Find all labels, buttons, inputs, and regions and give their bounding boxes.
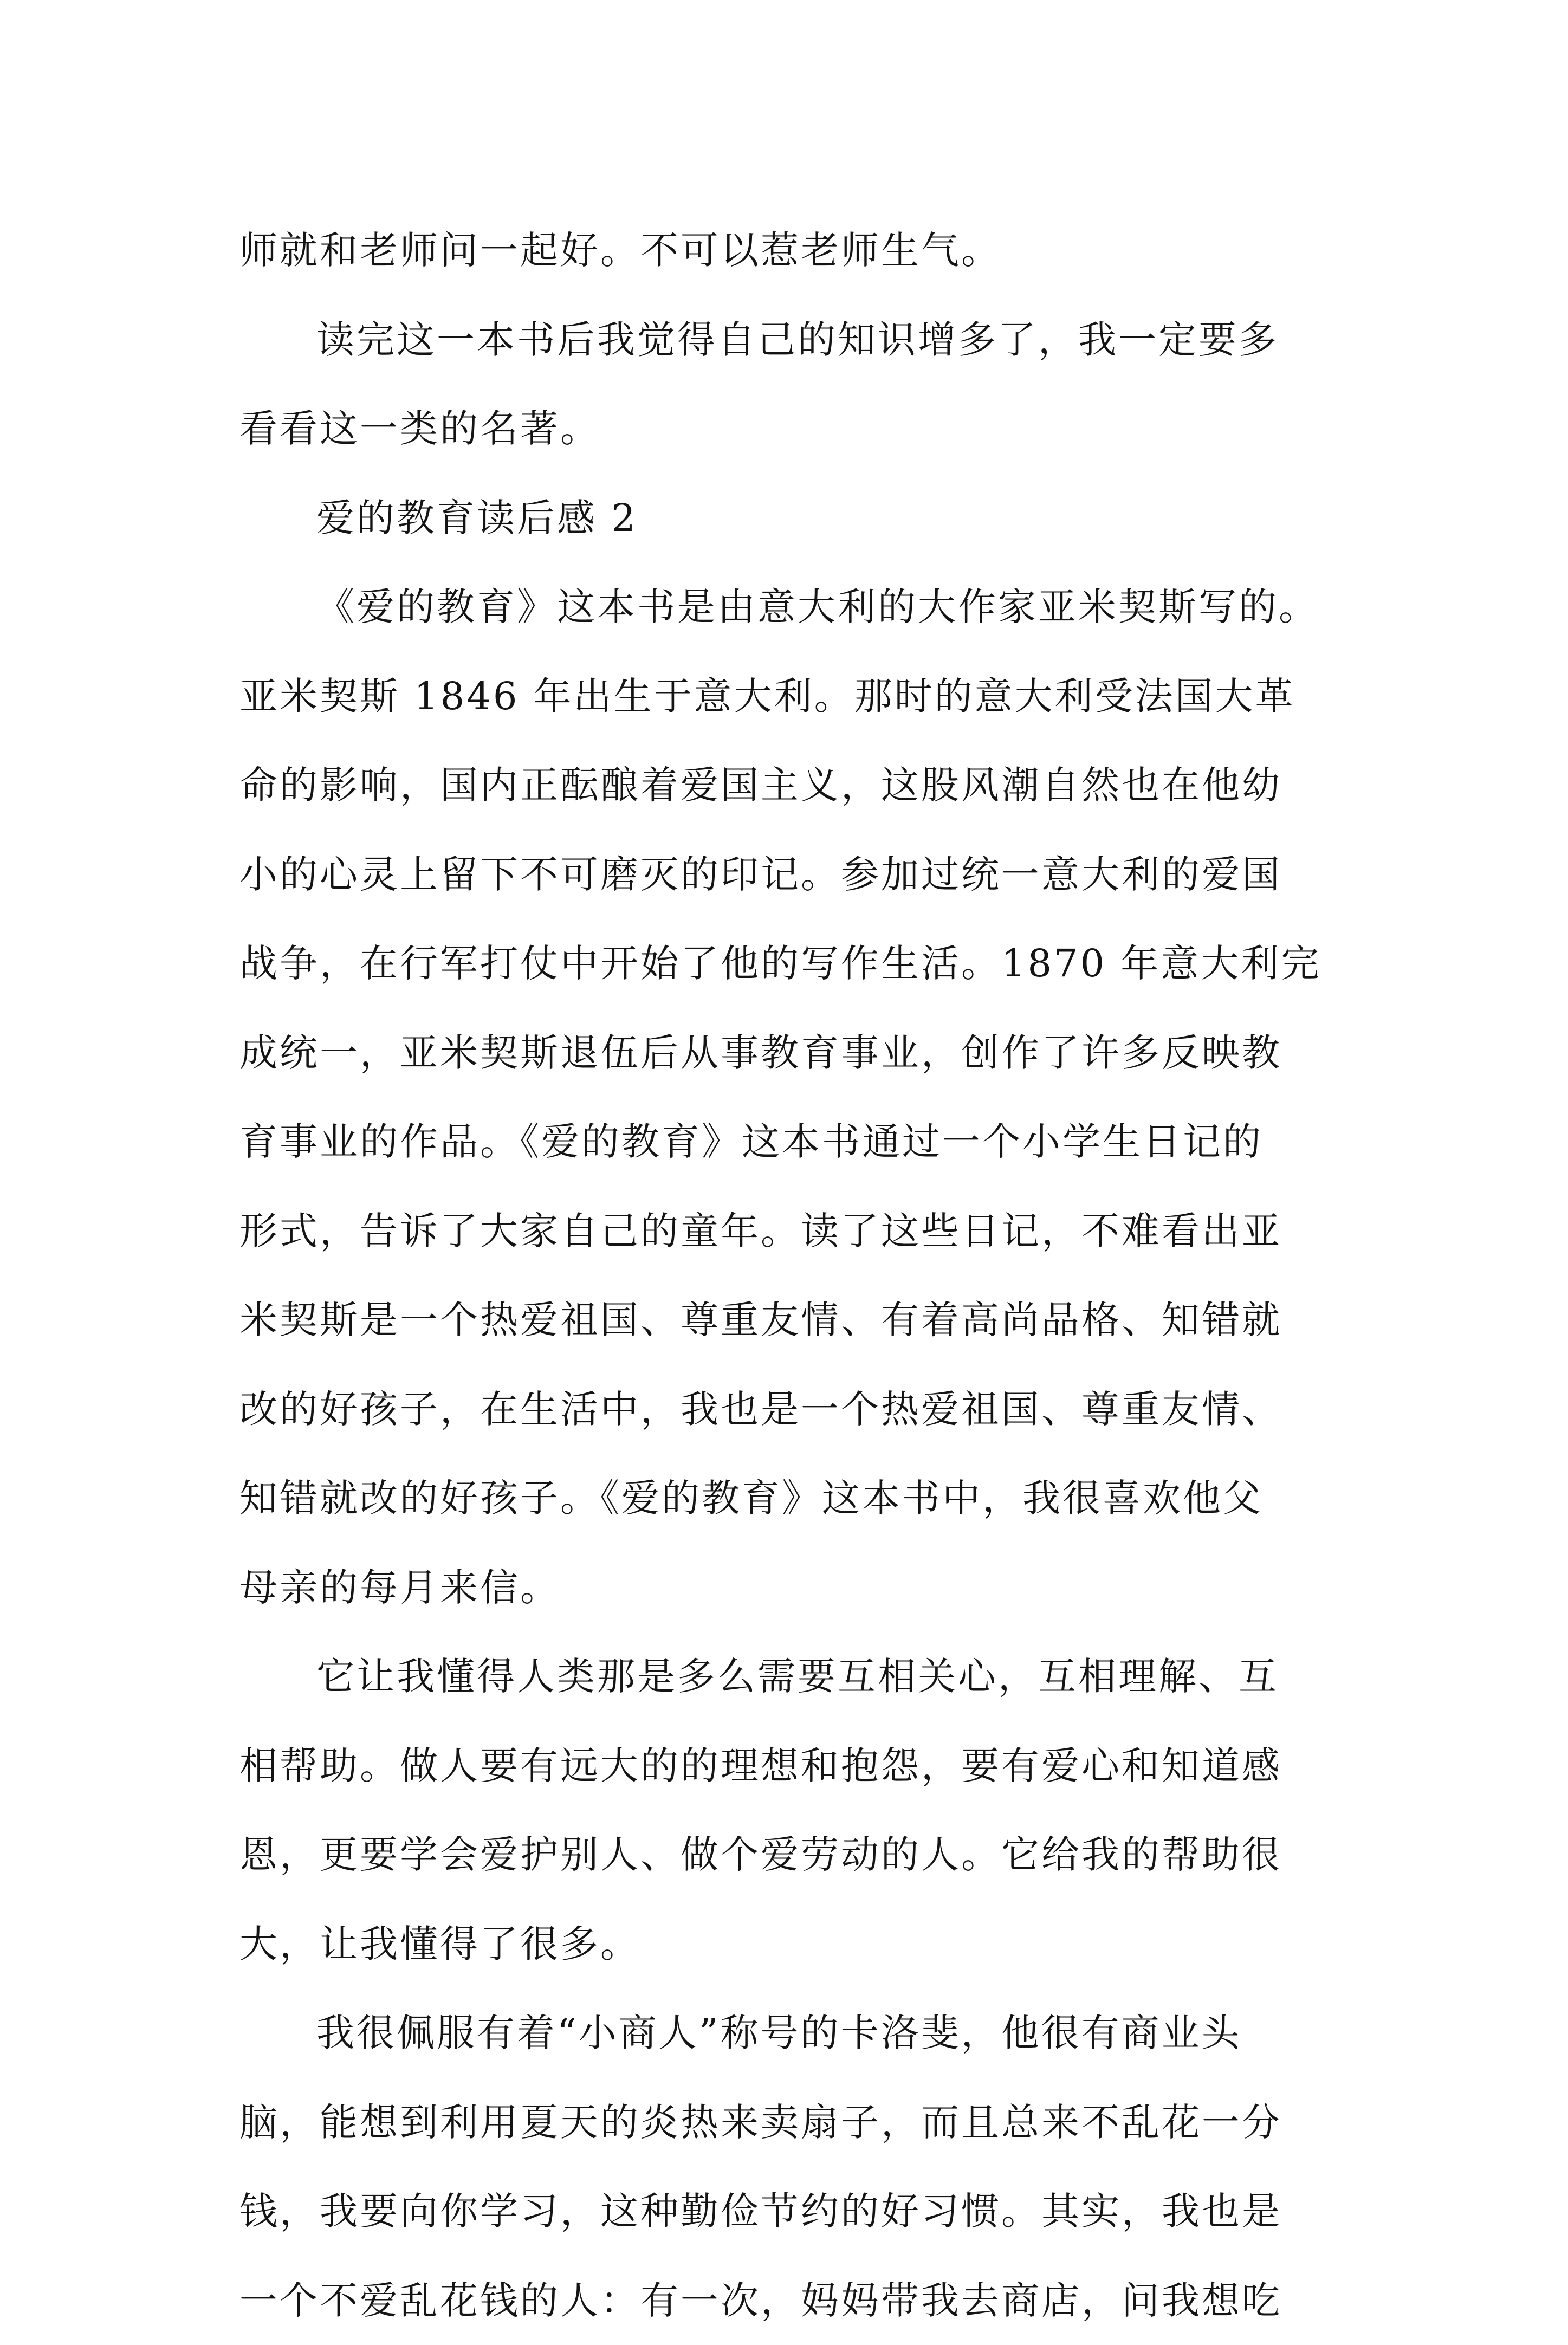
text-line: 我很佩服有着“小商人”称号的卡洛斐，他很有商业头: [239, 1988, 1356, 2078]
text-line: 母亲的每月来信。: [239, 1543, 1356, 1633]
text-line: 育事业的作品。《爱的教育》这本书通过一个小学生日记的: [239, 1097, 1356, 1187]
text-line: 知错就改的好孩子。《爱的教育》这本书中，我很喜欢他父: [239, 1454, 1356, 1543]
text-line: 亚米契斯 1846 年出生于意大利。那时的意大利受法国大革: [239, 652, 1356, 741]
text-line: 相帮助。做人要有远大的的理想和抱怨，要有爱心和知道感: [239, 1721, 1356, 1811]
text-line: 形式，告诉了大家自己的童年。读了这些日记，不难看出亚: [239, 1187, 1356, 1276]
text-line: 米契斯是一个热爱祖国、尊重友情、有着高尚品格、知错就: [239, 1275, 1356, 1365]
text-line: 一个不爱乱花钱的人：有一次，妈妈带我去商店，问我想吃: [239, 2256, 1356, 2345]
text-line: 读完这一本书后我觉得自己的知识增多了，我一定要多: [239, 295, 1356, 385]
text-line: 钱，我要向你学习，这种勤俭节约的好习惯。其实，我也是: [239, 2167, 1356, 2256]
text-line: 恩，更要学会爱护别人、做个爱劳动的人。它给我的帮助很: [239, 1810, 1356, 1900]
text-line: 成统一，亚米契斯退伍后从事教育事业，创作了许多反映教: [239, 1008, 1356, 1098]
text-line: 大，让我懂得了很多。: [239, 1900, 1356, 1989]
text-line: 它让我懂得人类那是多么需要互相关心，互相理解、互: [239, 1632, 1356, 1721]
document-body: [239, 206, 1356, 2345]
text-line: 改的好孩子，在生活中，我也是一个热爱祖国、尊重友情、: [239, 1365, 1356, 1454]
text-line: 师就和老师问一起好。不可以惹老师生气。: [239, 206, 1356, 295]
text-line: 《爱的教育》这本书是由意大利的大作家亚米契斯写的。: [239, 562, 1356, 652]
text-line: 脑，能想到利用夏天的炎热来卖扇子，而且总来不乱花一分: [239, 2078, 1356, 2167]
text-line: 命的影响，国内正酝酿着爱国主义，这股风潮自然也在他幼: [239, 741, 1356, 830]
text-line: 战争，在行军打仗中开始了他的写作生活。1870 年意大利完: [239, 919, 1356, 1008]
text-line: 看看这一类的名著。: [239, 384, 1356, 474]
section-heading: 爱的教育读后感 2: [239, 474, 1356, 563]
text-line: 小的心灵上留下不可磨灭的印记。参加过统一意大利的爱国: [239, 830, 1356, 919]
